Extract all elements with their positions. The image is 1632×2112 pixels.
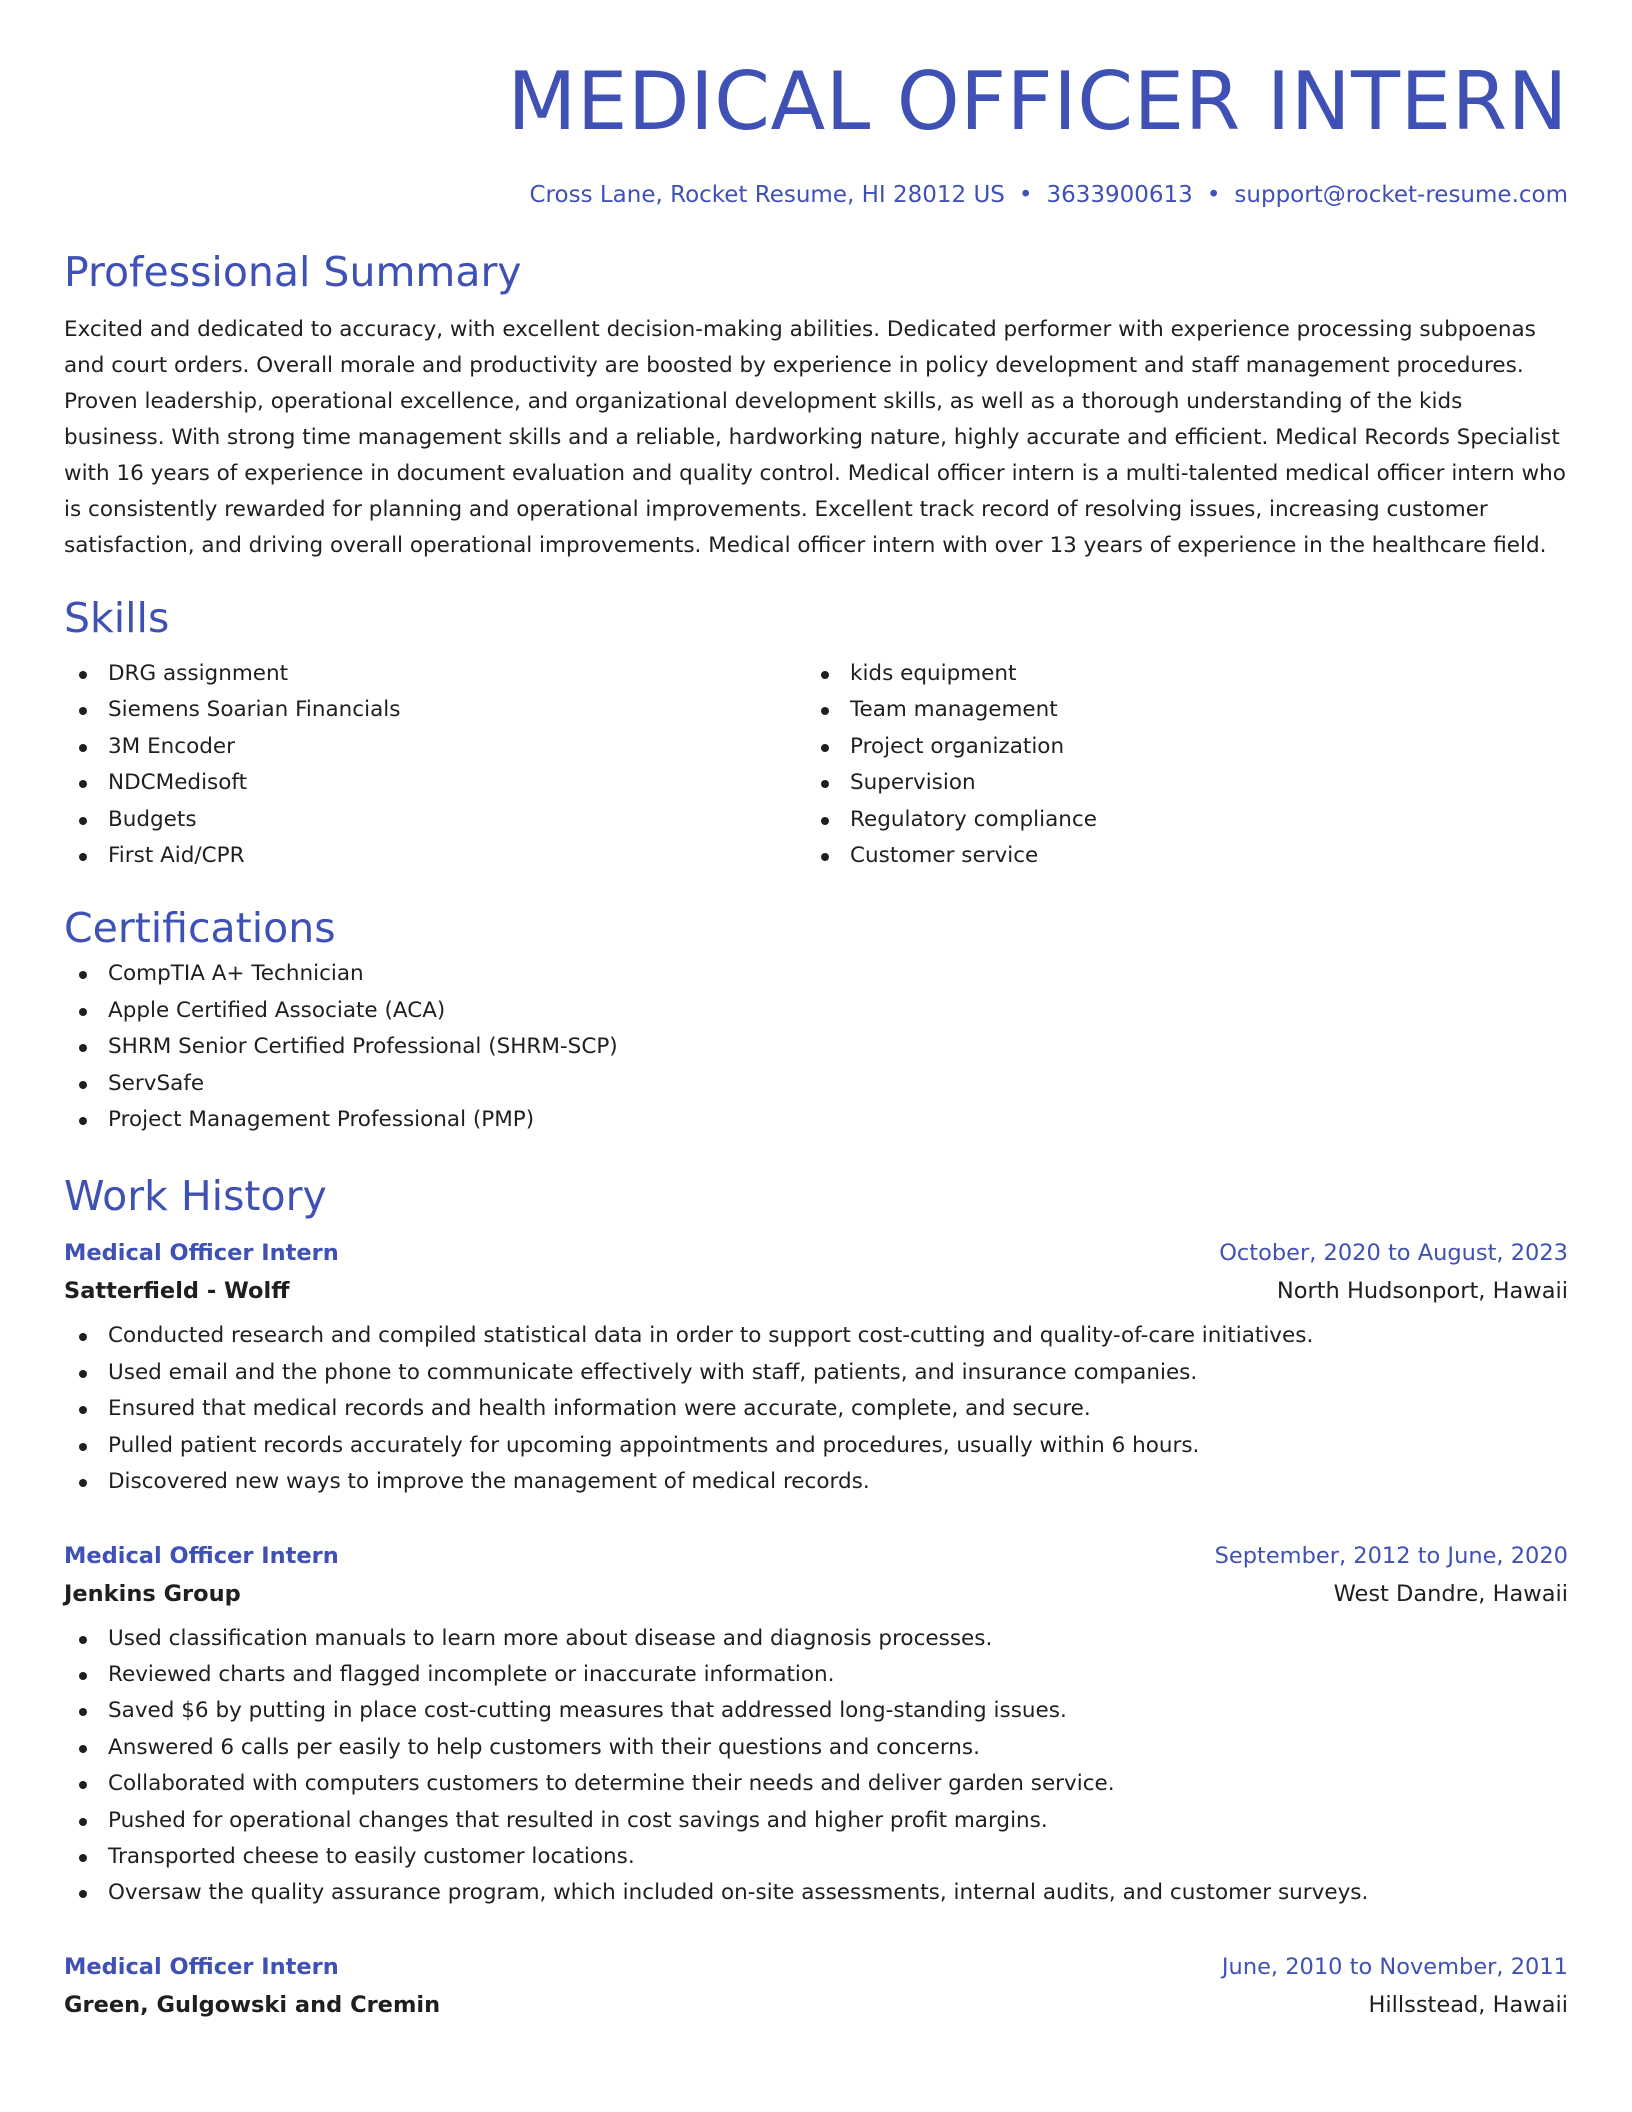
job-location: West Dandre, Hawaii xyxy=(1333,1580,1568,1607)
job-duty-item: Discovered new ways to improve the management of medical records. xyxy=(64,1464,1568,1500)
skill-item: Team management xyxy=(806,692,1548,728)
job-title: Medical Officer Intern xyxy=(64,1542,339,1569)
certification-item: SHRM Senior Certified Professional (SHRM-SCP) xyxy=(64,1029,1568,1065)
skill-item: Regulatory compliance xyxy=(806,802,1548,838)
skill-item: NDCMedisoft xyxy=(64,765,806,801)
skill-item: Siemens Soarian Financials xyxy=(64,692,806,728)
skill-item: Project organization xyxy=(806,729,1548,765)
job-duty-item: Used classification manuals to learn more about disease and diagnosis processes. xyxy=(64,1621,1568,1657)
job-entry xyxy=(64,1539,1568,1912)
job-title: Medical Officer Intern xyxy=(64,1953,339,1980)
job-entry xyxy=(64,1950,1568,2026)
skills-grid xyxy=(64,656,1568,874)
job-duty-item: Saved $6 by putting in place cost-cutting measures that addressed long-standing issues. xyxy=(64,1693,1568,1729)
job-duty-item: Conducted research and compiled statistical data in order to support cost-cutting and quality-of-care initiatives. xyxy=(64,1318,1568,1354)
skill-item: Supervision xyxy=(806,765,1548,801)
job-duty-item: Pushed for operational changes that resulted in cost savings and higher profit margins. xyxy=(64,1803,1568,1839)
job-duty-item: Pulled patient records accurately for upcoming appointments and procedures, usually within 6 hours. xyxy=(64,1428,1568,1464)
contact-email[interactable]: support@rocket-resume.com xyxy=(1234,182,1568,208)
skills-list-left xyxy=(64,656,806,874)
work-history-heading: Work History xyxy=(64,1172,327,1221)
skills-list-right xyxy=(806,656,1548,874)
job-title: Medical Officer Intern xyxy=(64,1240,339,1267)
certification-item: Apple Certified Associate (ACA) xyxy=(64,993,1568,1029)
job-entry xyxy=(64,1236,1568,1500)
contact-phone[interactable]: 3633900613 xyxy=(1046,182,1193,208)
job-dates: September, 2012 to June, 2020 xyxy=(1214,1542,1568,1569)
job-title-row xyxy=(64,1539,1568,1573)
job-duties-list xyxy=(64,1621,1568,1912)
job-title-row xyxy=(64,1236,1568,1270)
skill-item: Customer service xyxy=(806,838,1548,874)
skill-item: DRG assignment xyxy=(64,656,806,692)
job-duty-item: Oversaw the quality assurance program, which included on-site assessments, internal audits, and customer surveys. xyxy=(64,1875,1568,1911)
skills-column-left xyxy=(64,656,806,874)
job-duty-item: Used email and the phone to communicate effectively with staff, patients, and insurance companies. xyxy=(64,1355,1568,1391)
job-dates: October, 2020 to August, 2023 xyxy=(1219,1240,1568,1267)
contact-line xyxy=(64,180,1568,210)
certification-item: Project Management Professional (PMP) xyxy=(64,1102,1568,1138)
summary-text: Excited and dedicated to accuracy, with excellent decision-making abilities. Dedicated performer with experience processing subpoenas and court orders. Overall morale and productivity are boosted by experience in policy development and staff management procedures. Proven leadership, operational excellence, and organizational development skills, as well as a thorough understanding of the kids business. With strong time management skills and a reliable, hardworking nature, highly accurate and efficient. Medical Records Specialist with 16 years of experience in document evaluation and quality control. Medical officer intern is a multi-talented medical officer intern who is consistently rewarded for planning and operational improvements. Excellent track record of resolving issues, increasing customer satisfaction, and driving overall operational improvements. Medical officer intern with over 13 years of experience in the healthcare field. xyxy=(64,317,1566,558)
resume-header xyxy=(64,50,1568,210)
job-duty-item: Ensured that medical records and health information were accurate, complete, and secure. xyxy=(64,1391,1568,1427)
certifications-heading: Certifications xyxy=(64,904,336,953)
job-company: Jenkins Group xyxy=(64,1580,241,1607)
contact-separator: • xyxy=(1018,182,1033,208)
job-duties-list xyxy=(64,1318,1568,1500)
job-title-row xyxy=(64,1950,1568,1984)
resume-page xyxy=(64,0,1568,2026)
certifications-list xyxy=(64,956,1568,1138)
skill-item: First Aid/CPR xyxy=(64,838,806,874)
job-duty-item: Answered 6 calls per easily to help customers with their questions and concerns. xyxy=(64,1730,1568,1766)
skills-heading: Skills xyxy=(64,594,170,642)
skill-item: kids equipment xyxy=(806,656,1548,692)
job-company-row xyxy=(64,1270,1568,1312)
skill-item: Budgets xyxy=(64,802,806,838)
job-duty-item: Reviewed charts and flagged incomplete or inaccurate information. xyxy=(64,1657,1568,1693)
certification-item: CompTIA A+ Technician xyxy=(64,956,1568,992)
contact-address: Cross Lane, Rocket Resume, HI 28012 US xyxy=(529,182,1005,208)
job-location: North Hudsonport, Hawaii xyxy=(1276,1278,1568,1305)
summary-heading: Professional Summary xyxy=(64,248,522,296)
job-location: Hillsstead, Hawaii xyxy=(1368,1991,1568,2018)
job-company-row xyxy=(64,1573,1568,1615)
job-company: Green, Gulgowski and Cremin xyxy=(64,1991,441,2018)
skill-item: 3M Encoder xyxy=(64,729,806,765)
certification-item: ServSafe xyxy=(64,1066,1568,1102)
job-duty-item: Collaborated with computers customers to determine their needs and deliver garden service. xyxy=(64,1766,1568,1802)
job-duty-item: Transported cheese to easily customer locations. xyxy=(64,1839,1568,1875)
candidate-name: MEDICAL OFFICER INTERN xyxy=(507,55,1568,148)
job-company: Satterfield - Wolff xyxy=(64,1278,290,1305)
contact-separator: • xyxy=(1206,182,1221,208)
job-dates: June, 2010 to November, 2011 xyxy=(1221,1953,1568,1980)
skills-column-right xyxy=(806,656,1548,874)
job-company-row xyxy=(64,1984,1568,2026)
